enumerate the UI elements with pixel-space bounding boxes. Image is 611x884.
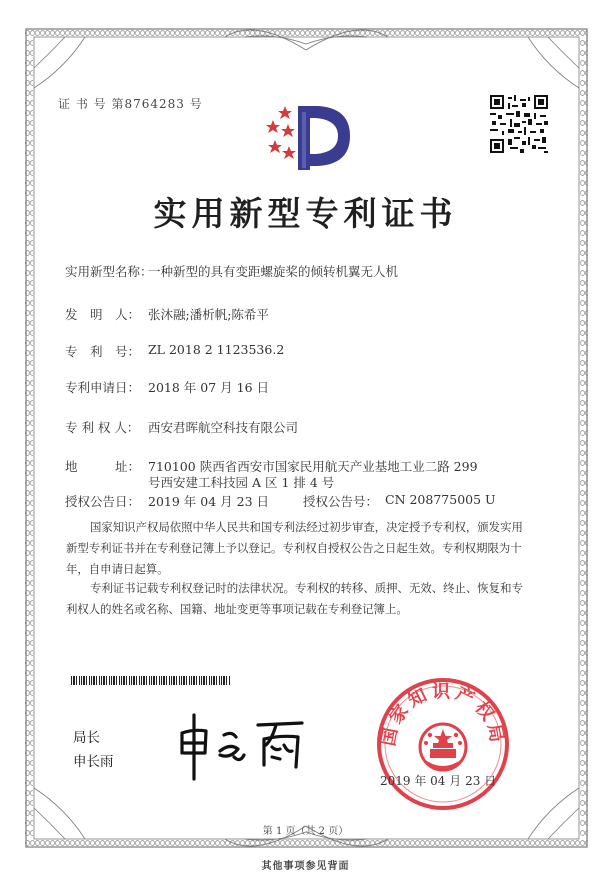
footer-note: 其他事项参见背面 xyxy=(261,861,350,872)
qr-code-icon xyxy=(490,95,548,153)
body-para1-line2: 新型专利证书并在专利登记簿上予以登记。专利权自授权公告之日起生效。专利权期限为十 xyxy=(66,541,522,555)
filing-date-value: 2018 年 07 月 16 日 xyxy=(148,380,269,395)
name-value: 一种新型的具有变距螺旋桨的倾转机翼无人机 xyxy=(148,264,399,279)
grant-no-value: CN 208775005 U xyxy=(385,492,496,507)
official-seal-icon xyxy=(374,675,512,813)
seal-date: 2019 年 04 月 23 日 xyxy=(380,774,497,788)
certificate-number: 证 书 号 第8764283 号 xyxy=(58,97,203,111)
body-para2-line1: 专利证书记载专利权登记时的法律状况。专利权的转移、质押、无效、终止、恢复和专 xyxy=(90,581,523,595)
grant-date-label: 授权公告日： xyxy=(65,494,141,509)
address-line2: 号西安建工科技园 A 区 1 排 4 号 xyxy=(148,475,335,490)
body-para1-line3: 年，自申请日起算。 xyxy=(66,562,169,576)
name-label: 实用新型名称： xyxy=(65,264,153,279)
address-label: 地 址： xyxy=(65,459,141,474)
grant-no-label: 授权公告号： xyxy=(303,494,379,509)
barcode xyxy=(71,676,231,685)
cnipa-logo-icon xyxy=(258,98,354,172)
page-indicator: 第 1 页（共 2 页） xyxy=(262,826,349,837)
signature-printed-name: 申长雨 xyxy=(73,754,114,770)
patent-no-label: 专 利 号： xyxy=(65,344,141,359)
patentee-value: 西安君晖航空科技有限公司 xyxy=(148,420,299,435)
inventor-value: 张沐融;潘析帆;陈希平 xyxy=(148,307,269,322)
body-para1-line1: 国家知识产权局依照中华人民共和国专利法经过初步审查，决定授予专利权，颁发实用 xyxy=(90,520,523,534)
patent-no-value: ZL 2018 2 1123536.2 xyxy=(148,342,285,357)
svg-text:国家知识产权局: 国家知识产权局 xyxy=(378,681,508,748)
patentee-label: 专 利 权 人： xyxy=(65,420,140,435)
body-para2-line2: 利权人的姓名或名称、国籍、地址变更等事项记载在专利登记簿上。 xyxy=(66,602,408,616)
filing-date-label: 专利申请日： xyxy=(65,380,141,395)
inventor-label: 发 明 人： xyxy=(65,307,141,322)
address-line1: 710100 陕西省西安市国家民用航天产业基地工业二路 299 xyxy=(148,459,478,474)
handwritten-signature-icon xyxy=(172,703,312,783)
signature-role: 局长 xyxy=(73,730,100,746)
certificate-title: 实用新型专利证书 xyxy=(153,194,458,233)
grant-date-value: 2019 年 04 月 23 日 xyxy=(148,494,269,509)
